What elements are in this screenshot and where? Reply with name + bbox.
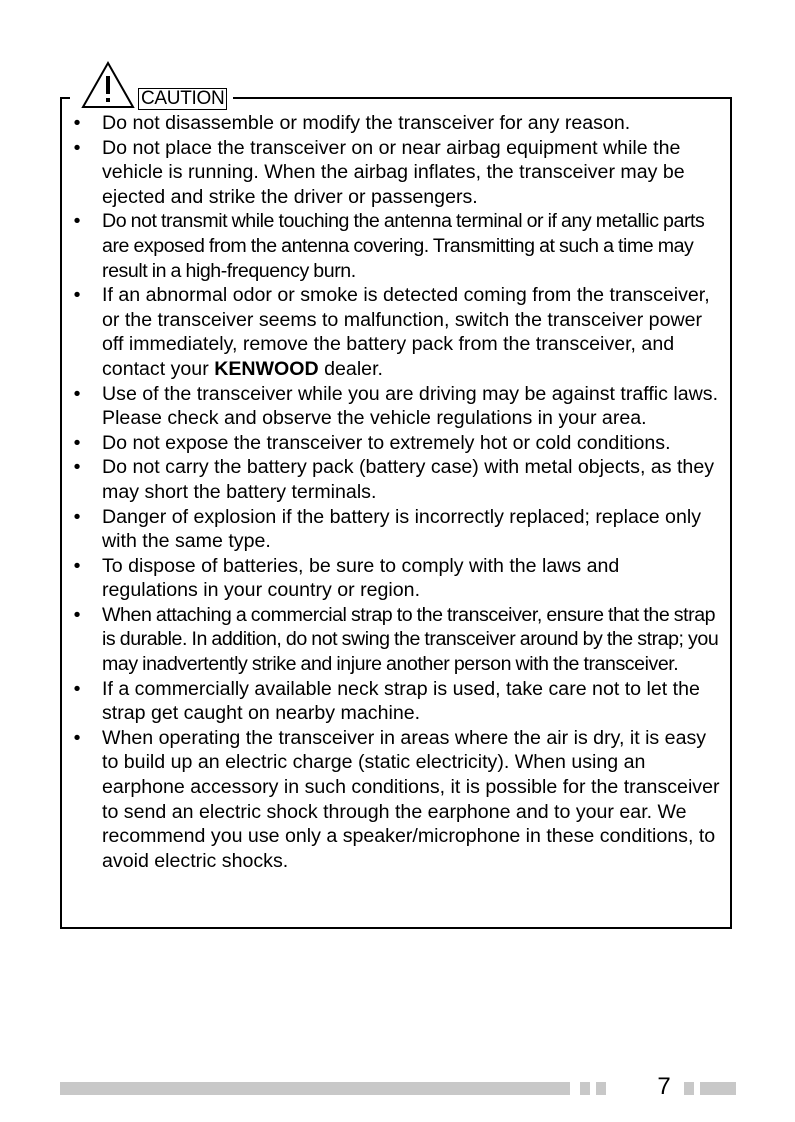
bullet: • [73, 603, 81, 626]
list-item: • Danger of explosion if the battery is incorrectly replaced; replace only with the same type. [73, 505, 702, 553]
bullet: • [73, 456, 81, 479]
page-number: 7 [657, 1073, 671, 1100]
list-item: • To dispose of batteries, be sure to comply with the laws and regulations in your country or region. [73, 554, 620, 602]
list-item: • If a commercially available neck strap is used, take care not to let the strap get caught on nearby machine. [73, 677, 700, 725]
bullet: • [73, 136, 81, 159]
caution-list [72, 111, 720, 873]
bullet: • [73, 382, 81, 405]
brand-name: KENWOOD [214, 357, 319, 380]
footer-square [596, 1082, 606, 1095]
bullet: • [73, 284, 81, 307]
bullet: • [73, 505, 81, 528]
bullet: • [73, 554, 81, 577]
footer-bar-right [700, 1082, 736, 1095]
list-item: • Do not transmit while touching the antenna terminal or if any metallic parts are exposed from the antenna covering. Transmitting at such a time may result in a high-frequency burn. [73, 210, 705, 282]
footer-square [684, 1082, 694, 1095]
list-item: • Use of the transceiver while you are driving may be against traffic laws. Please check and observe the vehicle regulations in your area. [73, 382, 719, 430]
list-item: • Do not carry the battery pack (battery case) with metal objects, as they may short the battery terminals. [73, 456, 715, 503]
list-item: • When operating the transceiver in areas where the air is dry, it is easy to build up an electric charge (static electricity). When using an earphone accessory in such conditions, it is possible for the transceiver to send an electric shock through the earphone and to your ear. We recommend you use only a speaker/microphone in these conditions, to avoid electric shocks. [73, 726, 720, 872]
page-footer [60, 1073, 736, 1100]
list-item: • Do not disassemble or modify the transceiver for any reason. [73, 112, 631, 134]
footer-bar [60, 1082, 570, 1095]
bullet: • [73, 112, 81, 134]
bullet: • [73, 210, 81, 233]
bullet: • [73, 726, 81, 749]
footer-square [580, 1082, 590, 1095]
list-item: • When attaching a commercial strap to the transceiver, ensure that the strap is durable. In addition, do not swing the transceiver around by the strap; you may inadvertently strike and injure another person with the transceiver. [73, 603, 719, 676]
caution-header [70, 58, 233, 110]
list-item: • Do not place the transceiver on or near airbag equipment while the vehicle is running. When the airbag inflates, the transceiver may be ejected and strike the driver or passengers. [73, 136, 685, 208]
list-item: • If an abnormal odor or smoke is detected coming from the transceiver, or the transceiver seems to malfunction, switch the transceiver power off immediately, remove the battery pack from the transceiver, and contact your KENWOOD dealer. [73, 284, 710, 380]
list-item: • Do not expose the transceiver to extremely hot or cold conditions. [73, 431, 671, 454]
caution-title: CAUTION [138, 88, 227, 110]
warning-triangle-icon [80, 60, 136, 110]
bullet: • [73, 431, 81, 454]
bullet: • [73, 677, 81, 700]
